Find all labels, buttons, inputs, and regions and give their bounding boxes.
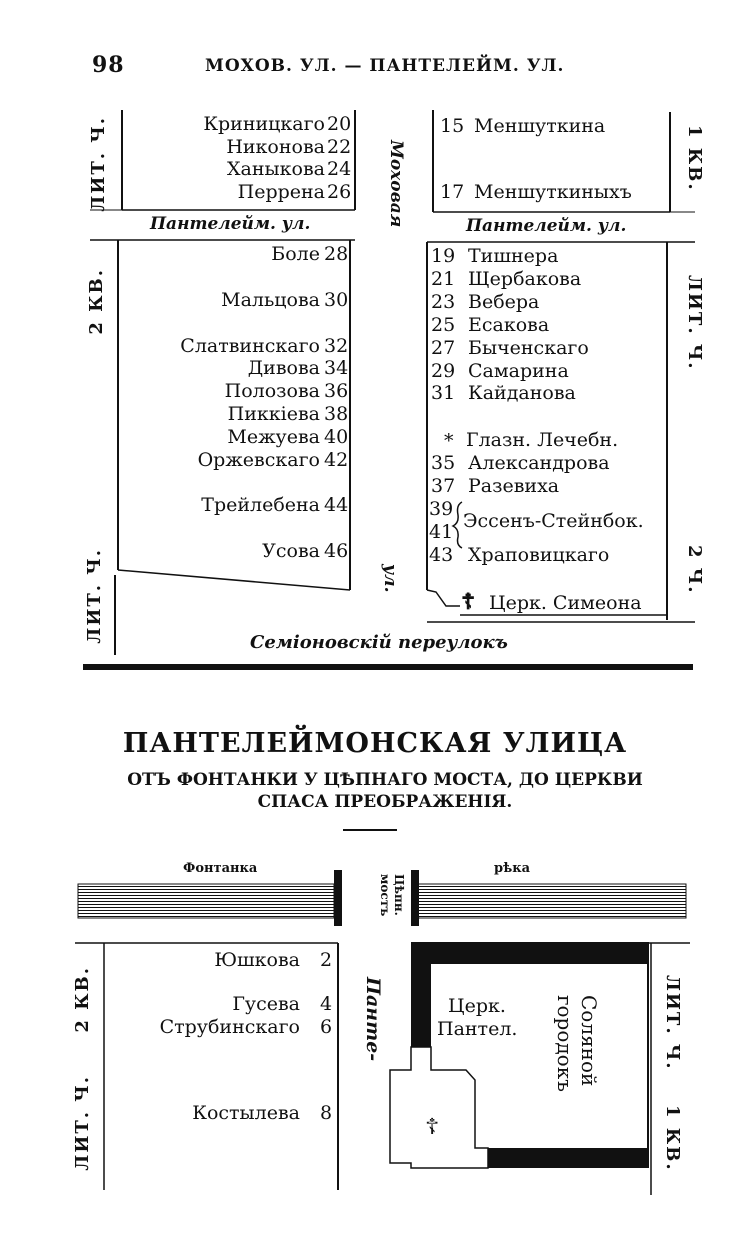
- river-label-right: рѣка: [494, 861, 531, 876]
- house-number: 31: [431, 382, 456, 404]
- house-number: 23: [431, 291, 456, 313]
- house-name: Кайданова: [468, 382, 576, 404]
- house-name: Перрена: [237, 181, 325, 203]
- house-name: Меншуткина: [474, 115, 606, 137]
- house-number: 36: [324, 380, 349, 402]
- house-number: 24: [327, 158, 352, 180]
- house-number: 34: [324, 357, 349, 379]
- street-mokhovaya-end: ул.: [380, 564, 400, 593]
- house-name: Меншуткиныхъ: [474, 181, 632, 203]
- house-number: 19: [431, 245, 456, 267]
- church-cross-icon: ☦: [461, 589, 476, 615]
- house-number: 21: [431, 268, 456, 290]
- house-name: Гусева: [232, 993, 300, 1015]
- map1-right-mid-section: ЛИТ. Ч.: [684, 275, 705, 371]
- page-number: 98: [92, 52, 125, 78]
- house-number: 28: [324, 243, 349, 265]
- church-panteleimon-label-1: Церк.: [448, 995, 506, 1017]
- house-number: 40: [324, 426, 349, 448]
- house-number: 15: [440, 115, 465, 137]
- house-name: Глазн. Лечебн.: [466, 429, 619, 451]
- house-number: 42: [324, 449, 349, 471]
- church-cross-icon: ☦: [425, 1115, 440, 1140]
- house-number: 26: [327, 181, 352, 203]
- house-name: Боле: [271, 243, 320, 265]
- house-name: Межуева: [227, 426, 320, 448]
- map2-left-top-section: 2 КВ.: [72, 966, 93, 1033]
- house-name: Быченскаго: [468, 337, 589, 359]
- house-number: 2: [320, 949, 333, 971]
- house-number: 6: [320, 1016, 333, 1038]
- house-name: Самарина: [468, 360, 569, 382]
- cross-street-left: Пантелейм. ул.: [150, 214, 311, 234]
- house-name: Разевиха: [468, 475, 560, 497]
- house-number: 20: [327, 113, 352, 135]
- map2-right-bottom-section: 1 КВ.: [662, 1105, 683, 1172]
- street-subtitle-line1: ОТЪ ФОНТАНКИ У ЦѢПНАГО МОСТА, ДО ЦЕРКВИ: [127, 770, 643, 790]
- house-name: Щербакова: [468, 268, 582, 290]
- house-name: Храповицкаго: [468, 544, 610, 566]
- house-name: Трейлебена: [201, 494, 320, 516]
- house-number: 41: [429, 521, 454, 543]
- house-number: 44: [324, 494, 349, 516]
- house-name: Полозова: [224, 380, 320, 402]
- house-number: 37: [431, 475, 456, 497]
- house-number: 4: [320, 993, 333, 1015]
- house-number: 17: [440, 181, 465, 203]
- house-number: 29: [431, 360, 456, 382]
- house-name: Ханыкова: [227, 158, 325, 180]
- map1-right-top-section: 1 КВ.: [684, 125, 705, 192]
- house-number: 32: [324, 335, 349, 357]
- map1-left-mid-section: 2 КВ.: [86, 268, 107, 335]
- house-number: 35: [431, 452, 456, 474]
- church-simeon-label: Церк. Симеона: [489, 592, 642, 614]
- street-mokhovaya: Моховая: [386, 140, 406, 228]
- house-name: Есакова: [468, 314, 550, 336]
- salt-town-label: Соляной городокъ: [553, 995, 601, 1092]
- house-number: 25: [431, 314, 456, 336]
- house-name: Струбинскаго: [159, 1016, 300, 1038]
- map2-left-bottom-section: ЛИТ. Ч.: [72, 1075, 93, 1171]
- bottom-street: Семіоновскій переулокъ: [250, 632, 508, 653]
- house-name: Костылева: [192, 1102, 300, 1124]
- house-number: 8: [320, 1102, 333, 1124]
- street-title: ПАНТЕЛЕЙМОНСКАЯ УЛИЦА: [122, 728, 628, 759]
- map1-left-bottom-section: ЛИТ. Ч.: [84, 548, 105, 644]
- street-panteleimonskaya: Панте-: [362, 977, 384, 1062]
- house-number: 30: [324, 289, 349, 311]
- river-label-left: Фонтанка: [183, 861, 258, 876]
- house-number: 38: [324, 403, 349, 425]
- house-name: Криницкаго: [203, 113, 325, 135]
- house-name: Никонова: [226, 136, 325, 158]
- map1-right-bottom-section: 2 Ч.: [684, 545, 705, 595]
- house-number: 39: [429, 498, 454, 520]
- house-name: Александрова: [468, 452, 610, 474]
- house-name: Пиккіева: [227, 403, 320, 425]
- map2-right-top-section: ЛИТ. Ч.: [662, 975, 683, 1071]
- house-name: Вебера: [468, 291, 540, 313]
- map1-left-top-section: ЛИТ. Ч.: [88, 116, 109, 212]
- house-number: 27: [431, 337, 456, 359]
- house-name: Мальцова: [221, 289, 320, 311]
- house-name: Тишнера: [468, 245, 559, 267]
- house-name: Оржевскаго: [197, 449, 320, 471]
- cross-street-right: Пантелейм. ул.: [466, 216, 627, 236]
- house-number: 46: [324, 540, 349, 562]
- church-panteleimon-label-2: Пантел.: [437, 1018, 518, 1040]
- street-subtitle-line2: СПАСА ПРЕОБРАЖЕНІЯ.: [257, 792, 513, 812]
- house-number: *: [444, 430, 454, 452]
- house-name: Эссенъ-Стейнбок.: [463, 510, 644, 532]
- house-name: Слатвинскаго: [180, 335, 320, 357]
- running-title: МОХОВ. УЛ. — ПАНТЕЛЕЙМ. УЛ.: [205, 56, 565, 76]
- house-number: 22: [327, 136, 352, 158]
- house-name: Усова: [262, 540, 320, 562]
- house-number: 43: [429, 544, 454, 566]
- bridge-label: Цѣпн. мостъ: [378, 874, 406, 917]
- house-name: Юшкова: [214, 949, 300, 971]
- house-name: Дивова: [247, 357, 320, 379]
